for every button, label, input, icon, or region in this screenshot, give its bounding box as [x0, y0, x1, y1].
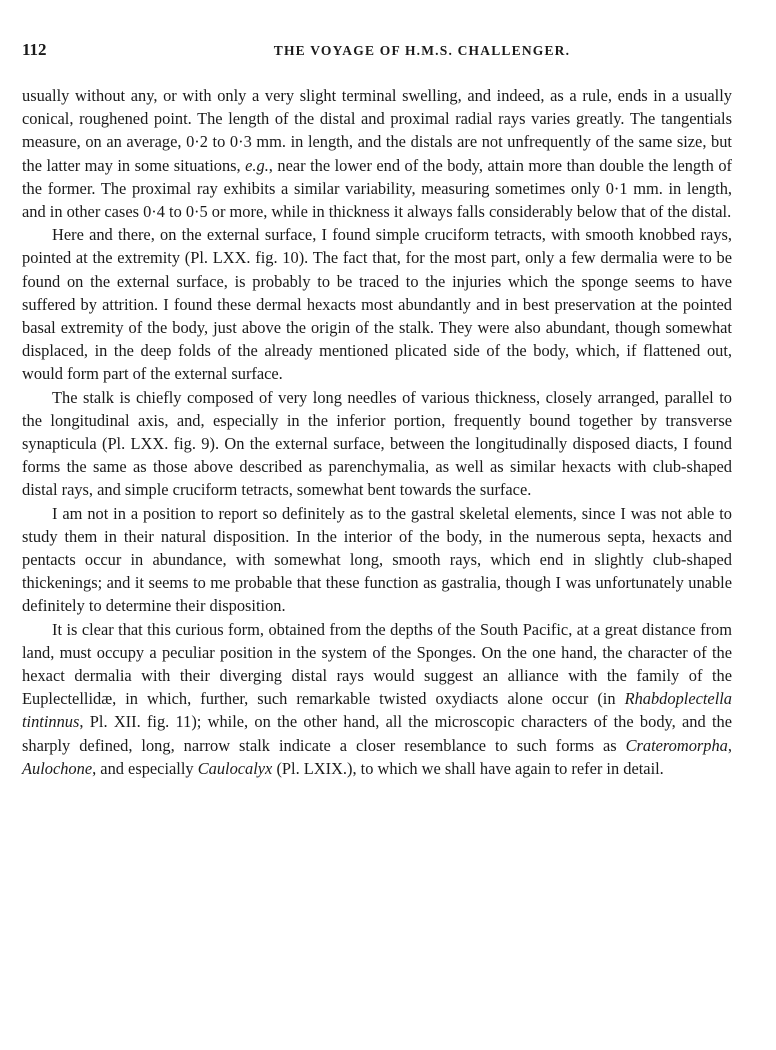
text-segment: (Pl. LXIX.), to which we shall have again to refer in detail.	[272, 758, 664, 778]
text-segment: , Pl. XII. fig. 11); while, on the other hand, all the microscopic characters of the body, and the sharply defined, long, narrow stalk indicate a closer resemblance to such forms as	[22, 712, 732, 755]
page-number: 112	[22, 40, 47, 59]
text-segment: Here and there, on the external surface, I found simple cruciform tetracts, with smooth knobbed rays, pointed at the extremity (Pl. LXX. fig. 10). The fact that, for the most part, only a few dermalia were to be found on the external surface, is probably to be traced to the injuries which the sponge seems to have suffered by attrition. I found these dermal hexacts most abundantly and in best preservation at the pointed basal extremity of the body, just above the origin of the stalk. They were also abundant, though somewhat displaced, in the deep folds of the already mentioned plicated side of the body, which, if flattened out, would form part of the external surface.	[22, 225, 732, 384]
italic-segment: e.g.	[245, 155, 269, 175]
italic-segment: Rhabdoplectella tintinnus	[22, 689, 732, 732]
paragraph	[22, 502, 732, 618]
text-segment: The stalk is chiefly composed of very long needles of various thickness, closely arranged, parallel to the longitudinal axis, and, especially in the inferior portion, frequently bound together by transverse synapticula (Pl. LXX. fig. 9). On the external surface, between the longitudinally disposed diacts, I found forms the same as those above described as parenchymalia, as well as similar hexacts with club-shaped distal rays, and simple cruciform tetracts, somewhat bent towards the surface.	[22, 387, 732, 500]
italic-segment: Crateromorpha	[625, 735, 728, 755]
text-segment: It is clear that this curious form, obtained from the depths of the South Pacific, at a great distance from land, must occupy a peculiar position in the system of the Sponges. On the one hand, the character of the hexact dermalia with their diverging distal rays would suggest an alliance with the family of the Euplectellidæ, in which, further, such remarkable twisted oxydiacts alone occur (in	[22, 619, 732, 709]
paragraph	[22, 223, 732, 385]
paragraph	[22, 386, 732, 502]
document-page	[22, 40, 732, 780]
running-head: THE VOYAGE OF H.M.S. CHALLENGER.	[273, 43, 571, 58]
text-segment: I am not in a position to report so definitely as to the gastral skeletal elements, since I was not able to study them in their natural disposition. In the interior of the body, in the numerous septa, hexacts and pentacts occur in abundance, with somewhat long, smooth rays, which end in slightly club-shaped thickenings; and it seems to me probable that these function as gastralia, though I was unfortunately unable definitely to determine their disposition.	[22, 503, 732, 616]
page-header	[22, 40, 732, 68]
text-segment: ,	[727, 735, 732, 755]
text-segment: , near the lower end of the body, attain more than double the length of the former. The proximal ray exhibits a similar variability, measuring sometimes only 0·1 mm. in length, and in other cases 0·4 to 0·5 or more, while in thickness it always falls considerably below that of the distal.	[22, 155, 732, 222]
body-text	[22, 84, 732, 780]
italic-segment: Caulocalyx	[197, 758, 273, 778]
italic-segment: Aulochone	[22, 758, 93, 778]
text-segment: usually without any, or with only a very slight terminal swelling, and indeed, as a rule, ends in a usually conical, roughened point. The length of the distal and proximal radial rays varies greatly. The tangentials measure, on an average, 0·2 to 0·3 mm. in length, and the distals are not unfrequently of the same size, but the latter may in some situations,	[22, 86, 732, 175]
paragraph	[22, 84, 732, 223]
paragraph	[22, 618, 732, 780]
text-segment: , and especially	[92, 758, 198, 778]
